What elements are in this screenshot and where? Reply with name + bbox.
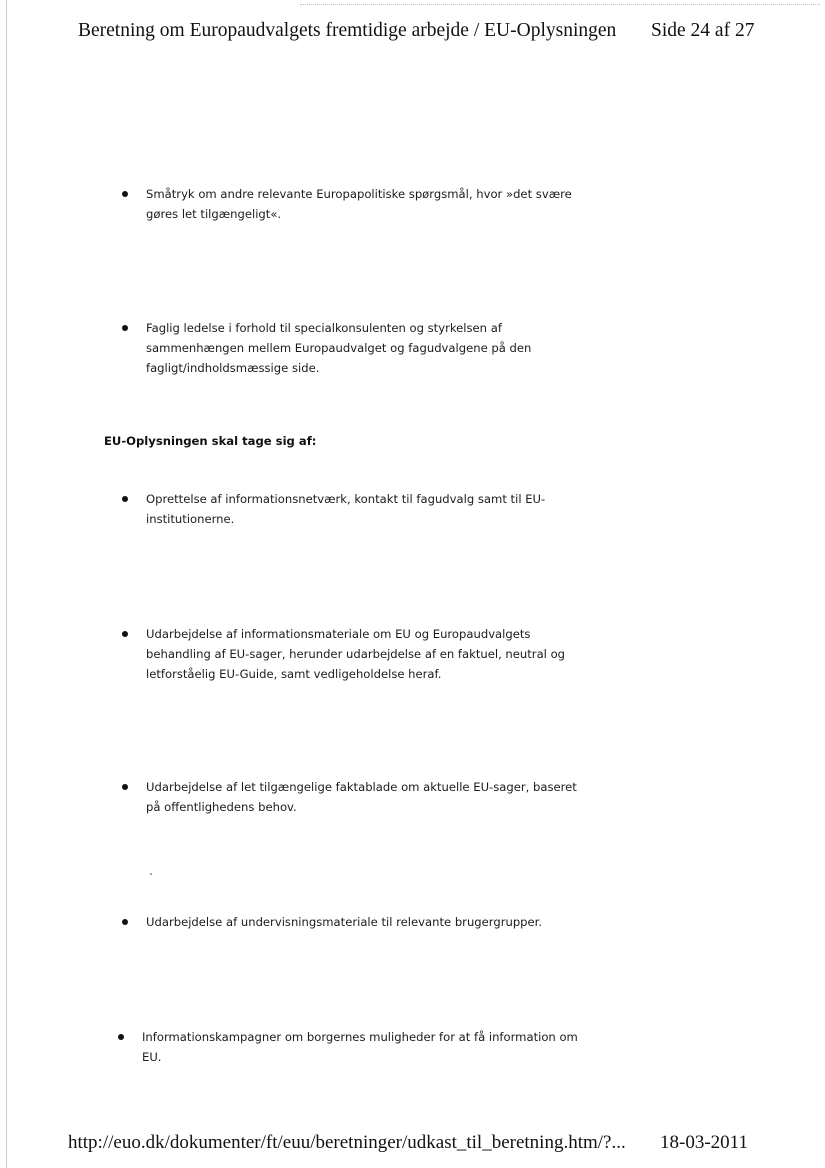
bullet-icon: [122, 631, 128, 637]
list-item: [122, 184, 572, 224]
list-item-text: Oprettelse af informationsnetværk, kontakt til fagudvalg samt til EU- institutionerne.: [146, 492, 546, 526]
list-item: [122, 624, 565, 684]
list-item: [122, 912, 542, 932]
source-url: http://euo.dk/dokumenter/ft/euu/beretninger/udkast_til_beretning.htm/?...: [68, 1132, 626, 1153]
bullet-icon: [122, 191, 128, 197]
bullet-icon: [122, 784, 128, 790]
list-item-text: Udarbejdelse af informationsmateriale om EU og Europaudvalgets behandling af EU-sager, herunder udarbejdelse af en faktuel, neutral og letforståelig EU-Guide, samt vedligeholdelse heraf.: [146, 627, 566, 681]
page-indicator: Side 24 af 27: [651, 20, 755, 41]
list-item: [122, 489, 545, 529]
list-item-text: Udarbejdelse af undervisningsmateriale til relevante brugergrupper.: [146, 915, 543, 929]
bullet-icon: [122, 919, 128, 925]
document-title: Beretning om Europaudvalgets fremtidige arbejde / EU-Oplysningen: [78, 20, 617, 41]
print-date: 18-03-2011: [660, 1132, 748, 1153]
list-item-text: Informationskampagner om borgernes muligheder for at få information om EU.: [142, 1030, 578, 1064]
bullet-icon: [118, 1034, 124, 1040]
list-item-text: Faglig ledelse i forhold til specialkonsulenten og styrkelsen af sammenhængen mellem Europaudvalget og fagudvalgene på den fagligt/indholdsmæssige side.: [146, 321, 532, 375]
scan-speck: [150, 873, 152, 875]
bullet-icon: [122, 325, 128, 331]
list-item: [122, 777, 577, 817]
list-item-text: Udarbejdelse af let tilgængelige faktablade om aktuelle EU-sager, baseret på offentlighedens behov.: [146, 780, 577, 814]
scan-edge: [6, 0, 7, 1168]
section-heading: EU-Oplysningen skal tage sig af:: [104, 434, 317, 448]
list-item: [118, 1027, 578, 1067]
scan-edge: [300, 4, 820, 6]
list-item: [122, 318, 531, 378]
bullet-icon: [122, 496, 128, 502]
list-item-text: Småtryk om andre relevante Europapolitiske spørgsmål, hvor »det svære gøres let tilgængeligt«.: [146, 187, 572, 221]
